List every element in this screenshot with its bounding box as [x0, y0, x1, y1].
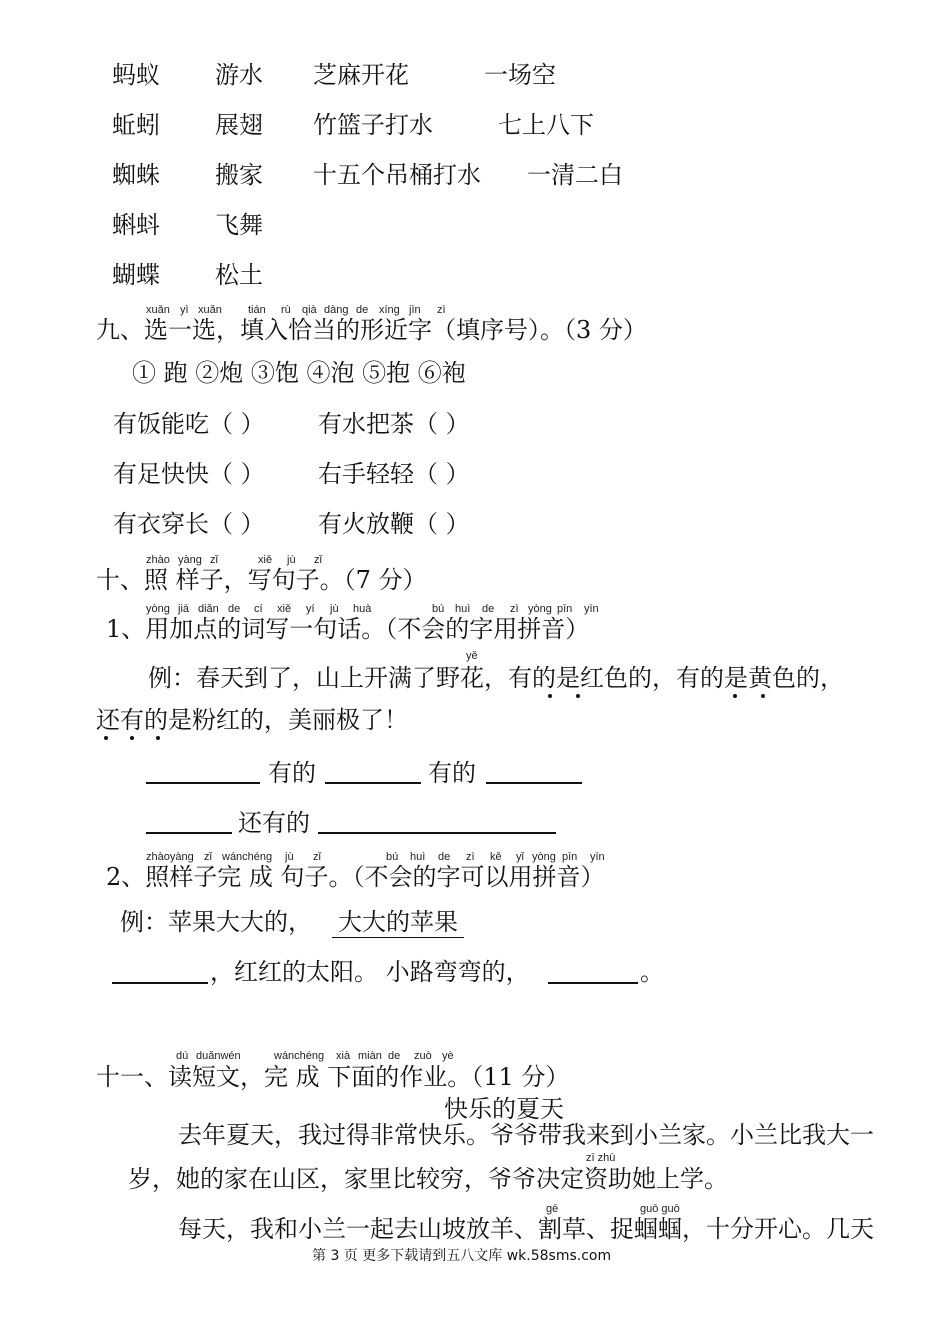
pinyin: tián [248, 304, 266, 316]
section-11-title: 十一、读短文，完 成 下面的作业。（11 分） [96, 1063, 570, 1091]
pinyin: miàn [358, 1050, 382, 1062]
fill-item: 右手轻轻（ ） [318, 460, 470, 488]
pinyin: bú [386, 851, 399, 863]
q2-line-mid: ，红红的太阳。 小路弯弯的， [210, 958, 530, 986]
pinyin: yòng [528, 603, 552, 615]
pinyin: jù [285, 851, 294, 863]
word-col2-item: 飞舞 [215, 211, 263, 239]
section-9-options: ① 跑 ②炮 ③饱 ④泡 ⑤抱 ⑥袍 [132, 359, 466, 387]
word-col2-item: 搬家 [215, 161, 263, 189]
word-col3-item: 芝麻开花 [313, 61, 409, 89]
pinyin: jìn [409, 304, 421, 316]
word-col1-item: 蝌蚪 [112, 211, 160, 239]
word-col4-item: 七上八下 [498, 111, 594, 139]
pinyin: wánchéng [222, 851, 273, 863]
emphasis-dot [130, 736, 134, 740]
pinyin: huà [353, 603, 372, 615]
passage-title: 快乐的夏天 [444, 1095, 564, 1123]
pinyin: de [228, 603, 241, 615]
pinyin: dú [176, 1050, 189, 1062]
word-col4-item: 一场空 [484, 61, 556, 89]
pinyin: yīn [584, 603, 599, 615]
pinyin: xià [336, 1050, 351, 1062]
blank-label: 有的 [428, 759, 476, 787]
emphasis-dot [548, 694, 552, 698]
pinyin: diǎn [198, 603, 219, 615]
pinyin: xíng [379, 304, 400, 316]
pinyin: zhào [146, 554, 170, 566]
pinyin: cí [254, 603, 263, 615]
pinyin: de [388, 1050, 401, 1062]
pinyin: kě [490, 851, 502, 863]
pinyin: zǐ [204, 851, 212, 863]
fill-item: 有衣穿长（ ） [113, 510, 265, 538]
q2-line-end: 。 [640, 958, 664, 986]
pinyin: huì [410, 851, 426, 863]
pinyin: yì [180, 304, 189, 316]
emphasis-dot [733, 694, 737, 698]
pinyin: zǐ [210, 554, 218, 566]
emphasis-dot [104, 736, 108, 740]
answer-blank[interactable] [318, 832, 556, 834]
q2-title: 2、照样子完 成 句子。（不会的字可以用拼音） [106, 863, 605, 891]
word-col4-item: 一清二白 [527, 161, 623, 189]
pinyin: pīn [562, 851, 578, 863]
pinyin: xuǎn [198, 304, 222, 316]
pinyin: yòng [146, 603, 170, 615]
answer-blank[interactable] [112, 982, 208, 984]
q2-example-answer-text: 大大的苹果 [332, 908, 464, 938]
emphasis-dot [576, 694, 580, 698]
pinyin: bú [432, 603, 445, 615]
pinyin: zì [466, 851, 475, 863]
word-col1-item: 蜘蛛 [112, 161, 160, 189]
word-col1-item: 蚯蚓 [112, 111, 160, 139]
blank-label: 还有的 [238, 809, 310, 837]
pinyin: gē [546, 1203, 559, 1215]
section-9-title: 九、选一选，填入恰当的形近字（填序号）。（3 分） [96, 316, 647, 344]
pinyin: xuǎn [146, 304, 170, 316]
q1-title: 1、用加点的词写一句话。（不会的字用拼音） [106, 615, 590, 643]
emphasis-dot [761, 694, 765, 698]
pinyin: de [482, 603, 495, 615]
word-col1-item: 蚂蚁 [112, 61, 160, 89]
q2-example-answer [332, 907, 464, 937]
q2-example-prefix: 例：苹果大大的， [120, 908, 312, 936]
pinyin: rù [281, 304, 291, 316]
pinyin: de [438, 851, 451, 863]
blank-label: 有的 [268, 759, 316, 787]
pinyin: qià [302, 304, 317, 316]
pinyin: huì [455, 603, 471, 615]
word-col1-item: 蝴蝶 [112, 261, 160, 289]
pinyin: yǐ [516, 851, 524, 863]
fill-item: 有水把茶（ ） [318, 410, 470, 438]
pinyin: guō guō [640, 1203, 680, 1215]
pinyin: zì [437, 304, 446, 316]
pinyin: pīn [557, 603, 573, 615]
word-col2-item: 游水 [215, 61, 263, 89]
answer-blank[interactable] [325, 782, 421, 784]
answer-blank[interactable] [486, 782, 582, 784]
pinyin: wánchéng [274, 1050, 325, 1062]
pinyin: xiě [277, 603, 292, 615]
pinyin: yí [306, 603, 315, 615]
q1-example-line2: 还有的是粉红的，美丽极了！ [96, 706, 408, 734]
answer-blank[interactable] [548, 982, 638, 984]
pinyin: jiā [178, 603, 190, 615]
passage-line: 岁，她的家在山区，家里比较穷，爷爷决定资助她上学。 [128, 1165, 728, 1193]
pinyin: xiě [258, 554, 273, 566]
fill-item: 有饭能吃（ ） [113, 410, 265, 438]
answer-blank[interactable] [146, 782, 260, 784]
pinyin: yàng [178, 554, 202, 566]
fill-item: 有火放鞭（ ） [318, 510, 470, 538]
answer-blank[interactable] [146, 832, 232, 834]
fill-item: 有足快快（ ） [113, 460, 265, 488]
pinyin: dàng [324, 304, 349, 316]
pinyin: zhàoyàng [146, 851, 194, 863]
pinyin: zǐ [313, 851, 321, 863]
pinyin: jù [287, 554, 296, 566]
q1-example-line1: 例：春天到了，山上开满了野花，有的是红色的，有的是黄色的， [148, 664, 844, 692]
pinyin: yīn [590, 851, 605, 863]
pinyin: zì [510, 603, 519, 615]
pinyin: zī zhù [586, 1152, 616, 1164]
pinyin: yòng [532, 851, 556, 863]
page-footer: 第 3 页 更多下载请到五八文库 wk.58sms.com [312, 1248, 612, 1264]
passage-line: 每天，我和小兰一起去山坡放羊、割草、捉蝈蝈，十分开心。几天 [178, 1215, 874, 1243]
word-col3-item: 十五个吊桶打水 [313, 161, 481, 189]
pinyin: duǎnwén [196, 1050, 241, 1062]
emphasis-dot [156, 736, 160, 740]
pinyin: de [356, 304, 369, 316]
pinyin: yě [466, 650, 478, 662]
pinyin: jù [330, 603, 339, 615]
section-10-title: 十、照 样子，写句子。（7 分） [96, 566, 427, 594]
pinyin: yè [442, 1050, 454, 1062]
word-col3-item: 竹篮子打水 [313, 111, 433, 139]
word-col2-item: 松土 [215, 261, 263, 289]
word-col2-item: 展翅 [215, 111, 263, 139]
pinyin: zǐ [314, 554, 322, 566]
passage-line: 去年夏天，我过得非常快乐。爷爷带我来到小兰家。小兰比我大一 [178, 1121, 874, 1149]
pinyin: zuò [414, 1050, 432, 1062]
